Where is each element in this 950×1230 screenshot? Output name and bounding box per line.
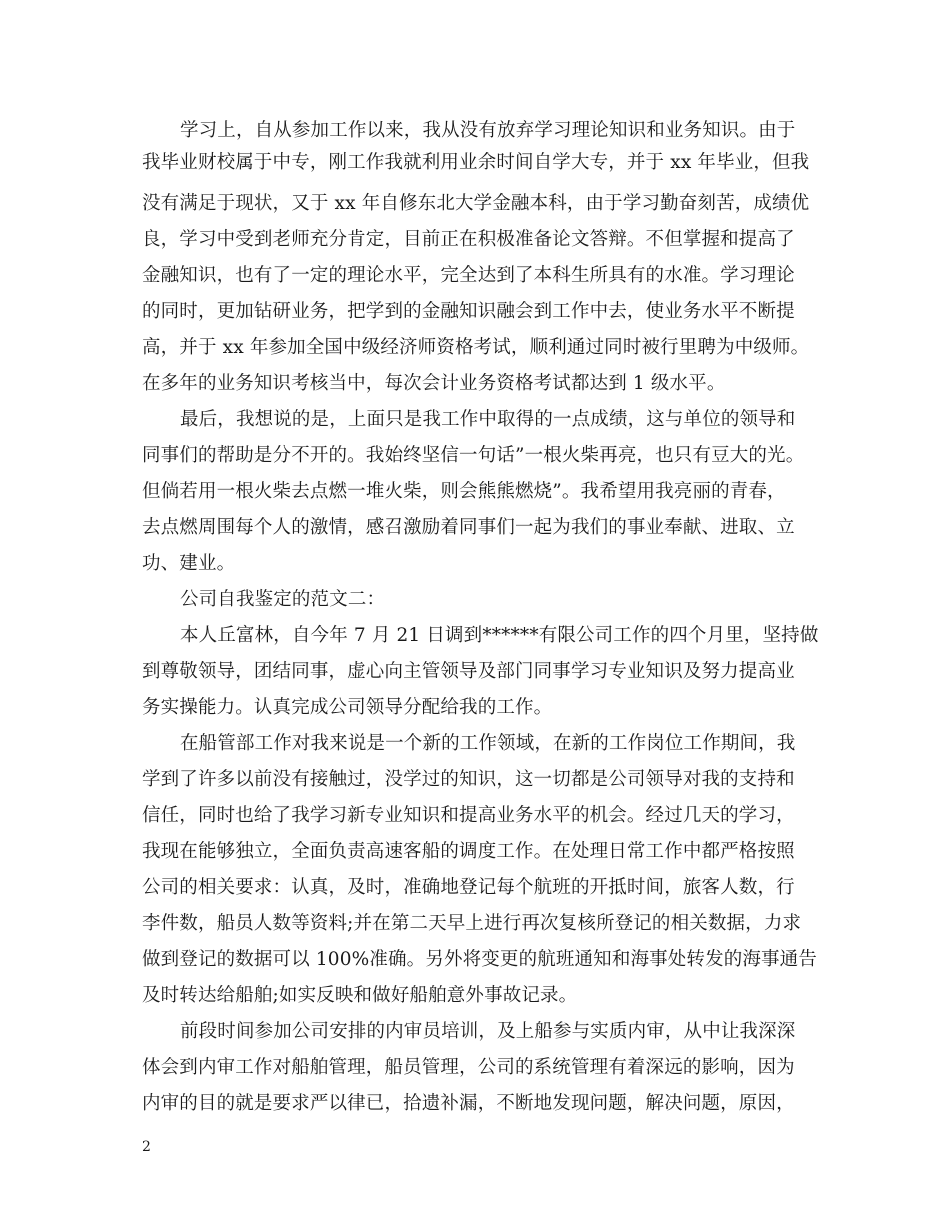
text-line: 良，学习中受到老师充分肯定，目前正在积极准备论文答辩。不但掌握和提高了 xyxy=(142,229,795,250)
text-line: 高，并于 xx 年参加全国中级经济师资格考试，顺利通过同时被行里聘为中级师。 xyxy=(142,337,810,358)
text-line: 同事们的帮助是分不开的。我始终坚信一句话”一根火柴再亮，也只有豆大的光。 xyxy=(142,445,805,466)
text-line: 在船管部工作对我来说是一个新的工作领域，在新的工作岗位工作期间，我 xyxy=(180,733,796,754)
text-line: 去点燃周围每个人的激情，感召激励着同事们一起为我们的事业奉献、进取、立 xyxy=(142,517,795,538)
text-line: 在多年的业务知识考核当中，每次会计业务资格考试都达到 1 级水平。 xyxy=(142,373,726,394)
text-line: 务实操能力。认真完成公司领导分配给我的工作。 xyxy=(142,697,553,718)
text-line: 本人丘富林，自今年 7 月 21 日调到******有限公司工作的四个月里，坚持做 xyxy=(180,625,819,646)
text-line: 李件数，船员人数等资料;并在第二天早上进行再次复核所登记的相关数据，力求 xyxy=(142,913,802,934)
text-line: 体会到内审工作对船舶管理，船员管理，公司的系统管理有着深远的影响，因为 xyxy=(142,1057,795,1078)
text-line: 内审的目的就是要求严以律已，拾遗补漏，不断地发现问题，解决问题，原因， xyxy=(142,1093,795,1114)
text-line: 学习上，自从参加工作以来，我从没有放弃学习理论知识和业务知识。由于 xyxy=(180,120,796,141)
text-line: 我现在能够独立，全面负责高速客船的调度工作。在处理日常工作中都严格按照 xyxy=(142,841,795,862)
text-line: 功、建业。 xyxy=(142,553,236,574)
text-line: 信任，同时也给了我学习新专业知识和提高业务水平的机会。经过几天的学习， xyxy=(142,805,795,826)
text-line: 做到登记的数据可以 100%准确。另外将变更的航班通知和海事处转发的海事通告 xyxy=(142,949,817,970)
text-line: 到尊敬领导，团结同事，虚心向主管领导及部门同事学习专业知识及努力提高业 xyxy=(142,661,795,682)
text-line: 及时转达给船舶;如实反映和做好船舶意外事故记录。 xyxy=(142,985,578,1006)
text-line: 没有满足于现状，又于 xx 年自修东北大学金融本科，由于学习勤奋刻苦，成绩优 xyxy=(142,193,810,214)
text-line: 我毕业财校属于中专，刚工作我就利用业余时间自学大专，并于 xx 年毕业，但我 xyxy=(142,152,810,173)
section-heading: 公司自我鉴定的范文二： xyxy=(180,589,386,610)
text-line: 但倘若用一根火柴去点燃一堆火柴，则会熊熊燃烧”。我希望用我亮丽的青春， xyxy=(142,481,786,502)
text-line: 最后，我想说的是，上面只是我工作中取得的一点成绩，这与单位的领导和 xyxy=(180,409,796,430)
text-line: 学到了许多以前没有接触过，没学过的知识，这一切都是公司领导对我的支持和 xyxy=(142,769,795,790)
text-line: 前段时间参加公司安排的内审员培训，及上船参与实质内审，从中让我深深 xyxy=(180,1021,796,1042)
page-number: 2 xyxy=(142,1139,151,1155)
text-line: 的同时，更加钻研业务，把学到的金融知识融会到工作中去，使业务水平不断提 xyxy=(142,301,795,322)
text-line: 金融知识，也有了一定的理论水平，完全达到了本科生所具有的水准。学习理论 xyxy=(142,265,795,286)
text-line: 公司的相关要求：认真，及时，准确地登记每个航班的开抵时间，旅客人数，行 xyxy=(142,877,795,898)
